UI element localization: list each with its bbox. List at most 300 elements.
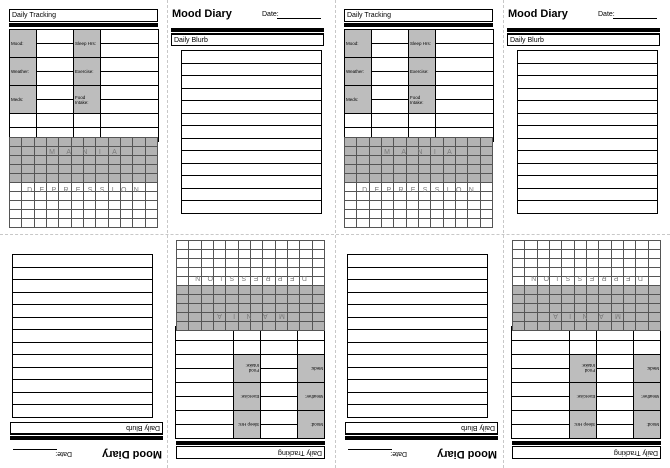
mood-grid-cell[interactable] xyxy=(406,165,418,174)
mood-grid-cell[interactable] xyxy=(513,259,525,268)
mood-grid-cell[interactable] xyxy=(455,201,467,210)
mood-grid-cell[interactable] xyxy=(177,286,189,295)
date-line[interactable] xyxy=(348,449,392,450)
mood-grid-cell[interactable] xyxy=(513,295,525,304)
mood-grid-cell[interactable] xyxy=(312,259,324,268)
mood-grid-cell[interactable] xyxy=(34,210,46,219)
mood-grid-cell[interactable] xyxy=(394,156,406,165)
mood-grid-cell[interactable] xyxy=(513,241,525,250)
mood-grid-cell[interactable] xyxy=(96,156,108,165)
mood-grid-cell[interactable] xyxy=(455,219,467,228)
mood-grid-cell[interactable] xyxy=(599,250,611,259)
mood-grid-cell[interactable] xyxy=(345,138,357,147)
mood-grid-cell[interactable] xyxy=(513,322,525,331)
mood-grid-cell[interactable] xyxy=(275,322,287,331)
mood-grid-cell[interactable] xyxy=(177,322,189,331)
writing-line[interactable] xyxy=(348,342,487,355)
writing-line[interactable] xyxy=(518,89,657,102)
mood-grid-cell[interactable] xyxy=(345,156,357,165)
mood-grid-cell[interactable] xyxy=(369,201,381,210)
mood-grid-cell[interactable] xyxy=(455,138,467,147)
mood-grid-cell[interactable] xyxy=(177,250,189,259)
mood-grid-cell[interactable] xyxy=(562,286,574,295)
mood-grid-cell[interactable] xyxy=(34,174,46,183)
mood-grid-cell[interactable] xyxy=(550,241,562,250)
mood-grid-cell[interactable] xyxy=(177,259,189,268)
mood-grid-cell[interactable] xyxy=(418,210,430,219)
writing-line[interactable] xyxy=(348,330,487,343)
mood-grid-cell[interactable] xyxy=(431,156,443,165)
writing-line[interactable] xyxy=(182,76,321,89)
mood-grid-cell[interactable] xyxy=(624,250,636,259)
mood-grid-cell[interactable] xyxy=(120,156,132,165)
mood-grid-cell[interactable] xyxy=(587,241,599,250)
mood-grid-cell[interactable] xyxy=(394,138,406,147)
mood-grid-cell[interactable] xyxy=(525,322,537,331)
mood-grid-cell[interactable] xyxy=(394,219,406,228)
mood-grid-cell[interactable] xyxy=(201,250,213,259)
mood-grid-cell[interactable] xyxy=(201,259,213,268)
mood-grid-cell[interactable] xyxy=(480,138,492,147)
writing-line[interactable] xyxy=(518,189,657,202)
mood-grid-cell[interactable] xyxy=(120,219,132,228)
mood-grid-cell[interactable] xyxy=(648,241,660,250)
mood-grid-cell[interactable] xyxy=(83,174,95,183)
mood-grid-cell[interactable] xyxy=(480,174,492,183)
mood-grid-cell[interactable] xyxy=(381,201,393,210)
mood-grid-cell[interactable] xyxy=(108,201,120,210)
mood-grid-cell[interactable] xyxy=(238,322,250,331)
writing-line[interactable] xyxy=(13,392,152,405)
mood-grid-cell[interactable] xyxy=(574,295,586,304)
mood-grid-cell[interactable] xyxy=(574,322,586,331)
mood-grid-cell[interactable] xyxy=(381,174,393,183)
mood-grid-cell[interactable] xyxy=(648,286,660,295)
writing-line[interactable] xyxy=(13,255,152,268)
mood-grid-cell[interactable] xyxy=(133,219,145,228)
mood-grid-cell[interactable] xyxy=(59,210,71,219)
mood-grid-cell[interactable] xyxy=(96,174,108,183)
mood-grid-cell[interactable] xyxy=(201,322,213,331)
mood-grid-cell[interactable] xyxy=(587,322,599,331)
mood-grid-cell[interactable] xyxy=(550,286,562,295)
writing-line[interactable] xyxy=(182,201,321,214)
mood-grid-cell[interactable] xyxy=(288,250,300,259)
mood-grid-cell[interactable] xyxy=(357,219,369,228)
mood-grid-cell[interactable] xyxy=(636,286,648,295)
mood-grid-cell[interactable] xyxy=(537,250,549,259)
mood-grid-cell[interactable] xyxy=(525,259,537,268)
mood-grid-cell[interactable] xyxy=(133,138,145,147)
mood-grid-cell[interactable] xyxy=(574,250,586,259)
mood-grid-cell[interactable] xyxy=(108,210,120,219)
mood-grid-cell[interactable] xyxy=(34,138,46,147)
writing-line[interactable] xyxy=(518,76,657,89)
mood-grid-cell[interactable] xyxy=(537,322,549,331)
mood-grid-cell[interactable] xyxy=(611,286,623,295)
mood-grid-cell[interactable] xyxy=(357,201,369,210)
mood-grid-cell[interactable] xyxy=(108,138,120,147)
mood-grid-cell[interactable] xyxy=(59,201,71,210)
writing-line[interactable] xyxy=(518,151,657,164)
mood-grid-cell[interactable] xyxy=(59,138,71,147)
mood-grid-cell[interactable] xyxy=(133,174,145,183)
mood-grid-cell[interactable] xyxy=(22,174,34,183)
mood-grid-cell[interactable] xyxy=(443,174,455,183)
writing-line[interactable] xyxy=(348,305,487,318)
mood-grid-cell[interactable] xyxy=(562,295,574,304)
mood-grid-cell[interactable] xyxy=(263,259,275,268)
mood-grid-cell[interactable] xyxy=(648,322,660,331)
mood-grid-cell[interactable] xyxy=(96,201,108,210)
mood-grid-cell[interactable] xyxy=(83,138,95,147)
writing-line[interactable] xyxy=(518,139,657,152)
mood-grid-cell[interactable] xyxy=(345,201,357,210)
mood-grid-cell[interactable] xyxy=(300,259,312,268)
mood-grid-cell[interactable] xyxy=(251,259,263,268)
mood-grid-cell[interactable] xyxy=(10,138,22,147)
mood-grid-cell[interactable] xyxy=(599,295,611,304)
mood-grid-cell[interactable] xyxy=(525,241,537,250)
mood-grid-cell[interactable] xyxy=(275,241,287,250)
writing-line[interactable] xyxy=(13,305,152,318)
mood-grid-cell[interactable] xyxy=(83,210,95,219)
mood-grid-cell[interactable] xyxy=(599,286,611,295)
mood-grid-cell[interactable] xyxy=(214,295,226,304)
writing-line[interactable] xyxy=(13,355,152,368)
mood-grid-cell[interactable] xyxy=(381,138,393,147)
mood-grid-cell[interactable] xyxy=(636,259,648,268)
mood-grid-cell[interactable] xyxy=(525,286,537,295)
mood-grid-cell[interactable] xyxy=(22,201,34,210)
mood-grid-cell[interactable] xyxy=(525,250,537,259)
writing-line[interactable] xyxy=(518,64,657,77)
mood-grid-cell[interactable] xyxy=(22,210,34,219)
mood-grid-cell[interactable] xyxy=(275,286,287,295)
mood-grid-cell[interactable] xyxy=(145,165,157,174)
mood-grid-cell[interactable] xyxy=(537,241,549,250)
mood-grid-cell[interactable] xyxy=(133,201,145,210)
mood-grid-cell[interactable] xyxy=(46,219,58,228)
mood-grid-cell[interactable] xyxy=(369,138,381,147)
mood-grid-cell[interactable] xyxy=(34,165,46,174)
mood-grid-cell[interactable] xyxy=(34,156,46,165)
mood-grid-cell[interactable] xyxy=(275,259,287,268)
mood-grid-cell[interactable] xyxy=(394,165,406,174)
mood-grid-cell[interactable] xyxy=(587,286,599,295)
writing-line[interactable] xyxy=(348,355,487,368)
mood-grid-cell[interactable] xyxy=(71,174,83,183)
mood-grid-cell[interactable] xyxy=(443,165,455,174)
writing-line[interactable] xyxy=(13,367,152,380)
mood-grid-cell[interactable] xyxy=(550,295,562,304)
mood-grid-cell[interactable] xyxy=(145,210,157,219)
mood-grid-cell[interactable] xyxy=(288,259,300,268)
mood-grid-cell[interactable] xyxy=(238,259,250,268)
mood-grid-cell[interactable] xyxy=(10,156,22,165)
mood-grid-cell[interactable] xyxy=(201,286,213,295)
writing-line[interactable] xyxy=(182,101,321,114)
writing-line[interactable] xyxy=(518,201,657,214)
writing-line[interactable] xyxy=(518,126,657,139)
mood-grid-cell[interactable] xyxy=(108,156,120,165)
mood-grid-cell[interactable] xyxy=(345,174,357,183)
mood-grid-cell[interactable] xyxy=(83,165,95,174)
writing-line[interactable] xyxy=(13,292,152,305)
mood-grid-cell[interactable] xyxy=(648,259,660,268)
mood-grid-cell[interactable] xyxy=(83,201,95,210)
mood-grid-cell[interactable] xyxy=(345,219,357,228)
mood-grid-cell[interactable] xyxy=(418,156,430,165)
mood-grid-cell[interactable] xyxy=(251,295,263,304)
mood-grid-cell[interactable] xyxy=(238,286,250,295)
mood-grid-cell[interactable] xyxy=(443,138,455,147)
mood-grid-cell[interactable] xyxy=(275,250,287,259)
writing-line[interactable] xyxy=(182,139,321,152)
mood-grid-cell[interactable] xyxy=(525,295,537,304)
writing-line[interactable] xyxy=(348,280,487,293)
mood-grid-cell[interactable] xyxy=(599,322,611,331)
mood-grid-cell[interactable] xyxy=(177,241,189,250)
mood-grid-cell[interactable] xyxy=(537,295,549,304)
writing-line[interactable] xyxy=(348,380,487,393)
mood-grid-cell[interactable] xyxy=(263,295,275,304)
mood-grid-cell[interactable] xyxy=(406,174,418,183)
mood-grid-cell[interactable] xyxy=(201,295,213,304)
mood-grid-cell[interactable] xyxy=(513,286,525,295)
mood-grid-cell[interactable] xyxy=(120,138,132,147)
mood-grid-cell[interactable] xyxy=(133,156,145,165)
mood-grid-cell[interactable] xyxy=(214,322,226,331)
mood-grid-cell[interactable] xyxy=(369,165,381,174)
mood-grid-cell[interactable] xyxy=(406,156,418,165)
mood-grid-cell[interactable] xyxy=(71,138,83,147)
mood-grid-cell[interactable] xyxy=(574,241,586,250)
mood-grid-cell[interactable] xyxy=(624,322,636,331)
mood-grid-cell[interactable] xyxy=(345,210,357,219)
mood-grid-cell[interactable] xyxy=(251,286,263,295)
mood-grid-cell[interactable] xyxy=(214,241,226,250)
mood-grid-cell[interactable] xyxy=(22,156,34,165)
mood-grid-cell[interactable] xyxy=(83,156,95,165)
writing-line[interactable] xyxy=(182,189,321,202)
writing-line[interactable] xyxy=(182,64,321,77)
mood-grid-cell[interactable] xyxy=(394,174,406,183)
mood-grid-cell[interactable] xyxy=(226,322,238,331)
mood-grid-cell[interactable] xyxy=(611,259,623,268)
mood-grid-cell[interactable] xyxy=(345,165,357,174)
mood-grid-cell[interactable] xyxy=(468,201,480,210)
mood-grid-cell[interactable] xyxy=(120,174,132,183)
mood-grid-cell[interactable] xyxy=(59,156,71,165)
mood-grid-cell[interactable] xyxy=(300,241,312,250)
mood-grid-cell[interactable] xyxy=(587,259,599,268)
writing-line[interactable] xyxy=(348,317,487,330)
mood-grid-cell[interactable] xyxy=(46,210,58,219)
writing-line[interactable] xyxy=(518,101,657,114)
mood-grid-cell[interactable] xyxy=(537,259,549,268)
mood-grid-cell[interactable] xyxy=(574,286,586,295)
mood-grid-cell[interactable] xyxy=(238,295,250,304)
mood-grid-cell[interactable] xyxy=(10,165,22,174)
mood-grid-cell[interactable] xyxy=(357,165,369,174)
writing-line[interactable] xyxy=(518,176,657,189)
mood-grid-cell[interactable] xyxy=(145,174,157,183)
mood-grid-cell[interactable] xyxy=(145,219,157,228)
mood-grid-cell[interactable] xyxy=(455,174,467,183)
mood-grid-cell[interactable] xyxy=(46,138,58,147)
mood-grid-cell[interactable] xyxy=(636,295,648,304)
writing-line[interactable] xyxy=(518,51,657,64)
mood-grid-cell[interactable] xyxy=(120,201,132,210)
mood-grid-cell[interactable] xyxy=(381,156,393,165)
mood-grid-cell[interactable] xyxy=(431,210,443,219)
mood-grid-cell[interactable] xyxy=(406,201,418,210)
mood-grid-cell[interactable] xyxy=(468,219,480,228)
mood-grid-cell[interactable] xyxy=(288,241,300,250)
mood-grid-cell[interactable] xyxy=(480,210,492,219)
mood-grid-cell[interactable] xyxy=(468,165,480,174)
mood-grid-cell[interactable] xyxy=(145,201,157,210)
mood-grid-cell[interactable] xyxy=(71,201,83,210)
mood-grid-cell[interactable] xyxy=(443,201,455,210)
writing-line[interactable] xyxy=(348,255,487,268)
mood-grid-cell[interactable] xyxy=(83,219,95,228)
mood-grid-cell[interactable] xyxy=(431,165,443,174)
mood-grid-cell[interactable] xyxy=(599,259,611,268)
mood-grid-cell[interactable] xyxy=(189,322,201,331)
mood-grid-cell[interactable] xyxy=(418,201,430,210)
writing-line[interactable] xyxy=(348,292,487,305)
date-line[interactable] xyxy=(277,18,321,19)
writing-line[interactable] xyxy=(348,392,487,405)
writing-line[interactable] xyxy=(182,114,321,127)
mood-grid-cell[interactable] xyxy=(96,210,108,219)
mood-grid-cell[interactable] xyxy=(120,210,132,219)
date-line[interactable] xyxy=(613,18,657,19)
writing-line[interactable] xyxy=(182,126,321,139)
mood-grid-cell[interactable] xyxy=(312,241,324,250)
mood-grid-cell[interactable] xyxy=(574,259,586,268)
mood-grid-cell[interactable] xyxy=(468,138,480,147)
mood-grid-cell[interactable] xyxy=(59,165,71,174)
mood-grid-cell[interactable] xyxy=(648,250,660,259)
mood-grid-cell[interactable] xyxy=(10,210,22,219)
mood-grid-cell[interactable] xyxy=(71,156,83,165)
writing-line[interactable] xyxy=(13,280,152,293)
mood-grid-cell[interactable] xyxy=(357,156,369,165)
mood-grid-cell[interactable] xyxy=(189,295,201,304)
mood-grid-cell[interactable] xyxy=(624,259,636,268)
mood-grid-cell[interactable] xyxy=(431,138,443,147)
mood-grid-cell[interactable] xyxy=(562,322,574,331)
writing-lines[interactable] xyxy=(517,50,658,214)
writing-line[interactable] xyxy=(13,405,152,418)
mood-grid-cell[interactable] xyxy=(145,138,157,147)
mood-grid-cell[interactable] xyxy=(177,295,189,304)
mood-grid-cell[interactable] xyxy=(431,174,443,183)
mood-grid-cell[interactable] xyxy=(275,295,287,304)
writing-line[interactable] xyxy=(518,164,657,177)
mood-grid-cell[interactable] xyxy=(226,259,238,268)
mood-grid-cell[interactable] xyxy=(214,286,226,295)
mood-grid-cell[interactable] xyxy=(636,250,648,259)
mood-grid-cell[interactable] xyxy=(22,219,34,228)
mood-grid-cell[interactable] xyxy=(550,259,562,268)
mood-grid-cell[interactable] xyxy=(587,250,599,259)
mood-grid-cell[interactable] xyxy=(369,156,381,165)
mood-grid-cell[interactable] xyxy=(10,219,22,228)
mood-grid-cell[interactable] xyxy=(468,156,480,165)
mood-grid-cell[interactable] xyxy=(480,219,492,228)
mood-grid-cell[interactable] xyxy=(611,322,623,331)
mood-grid-cell[interactable] xyxy=(96,138,108,147)
mood-grid-cell[interactable] xyxy=(288,286,300,295)
mood-grid-cell[interactable] xyxy=(46,174,58,183)
mood-grid-cell[interactable] xyxy=(46,201,58,210)
mood-grid-cell[interactable] xyxy=(562,259,574,268)
mood-grid-cell[interactable] xyxy=(636,241,648,250)
mood-grid-cell[interactable] xyxy=(443,210,455,219)
writing-line[interactable] xyxy=(518,114,657,127)
mood-grid-cell[interactable] xyxy=(189,241,201,250)
writing-line[interactable] xyxy=(348,267,487,280)
mood-grid-cell[interactable] xyxy=(611,241,623,250)
mood-grid-cell[interactable] xyxy=(624,286,636,295)
mood-grid-cell[interactable] xyxy=(312,250,324,259)
mood-grid-cell[interactable] xyxy=(71,219,83,228)
mood-grid-cell[interactable] xyxy=(214,250,226,259)
writing-lines[interactable] xyxy=(347,254,488,418)
mood-grid-cell[interactable] xyxy=(406,138,418,147)
writing-lines[interactable] xyxy=(12,254,153,418)
mood-grid-cell[interactable] xyxy=(381,219,393,228)
mood-grid-cell[interactable] xyxy=(624,295,636,304)
mood-grid-cell[interactable] xyxy=(406,219,418,228)
mood-grid-cell[interactable] xyxy=(357,138,369,147)
mood-grid-cell[interactable] xyxy=(34,219,46,228)
mood-grid-cell[interactable] xyxy=(300,286,312,295)
mood-grid-cell[interactable] xyxy=(648,295,660,304)
mood-grid-cell[interactable] xyxy=(312,322,324,331)
mood-grid-cell[interactable] xyxy=(443,156,455,165)
mood-grid-cell[interactable] xyxy=(418,219,430,228)
mood-grid-cell[interactable] xyxy=(550,322,562,331)
mood-grid-cell[interactable] xyxy=(46,156,58,165)
mood-grid-cell[interactable] xyxy=(10,174,22,183)
mood-grid-cell[interactable] xyxy=(369,219,381,228)
mood-grid-cell[interactable] xyxy=(443,219,455,228)
mood-grid-cell[interactable] xyxy=(10,201,22,210)
writing-line[interactable] xyxy=(182,51,321,64)
mood-grid-cell[interactable] xyxy=(226,241,238,250)
mood-grid-cell[interactable] xyxy=(431,219,443,228)
mood-grid-cell[interactable] xyxy=(120,165,132,174)
mood-grid-cell[interactable] xyxy=(71,210,83,219)
mood-grid-cell[interactable] xyxy=(34,201,46,210)
writing-line[interactable] xyxy=(182,164,321,177)
writing-line[interactable] xyxy=(13,380,152,393)
mood-grid-cell[interactable] xyxy=(22,138,34,147)
writing-line[interactable] xyxy=(13,267,152,280)
date-line[interactable] xyxy=(13,449,57,450)
mood-grid-cell[interactable] xyxy=(189,286,201,295)
mood-grid-cell[interactable] xyxy=(480,156,492,165)
mood-grid-cell[interactable] xyxy=(189,259,201,268)
mood-grid-cell[interactable] xyxy=(214,259,226,268)
mood-grid-cell[interactable] xyxy=(300,322,312,331)
mood-grid-cell[interactable] xyxy=(587,295,599,304)
